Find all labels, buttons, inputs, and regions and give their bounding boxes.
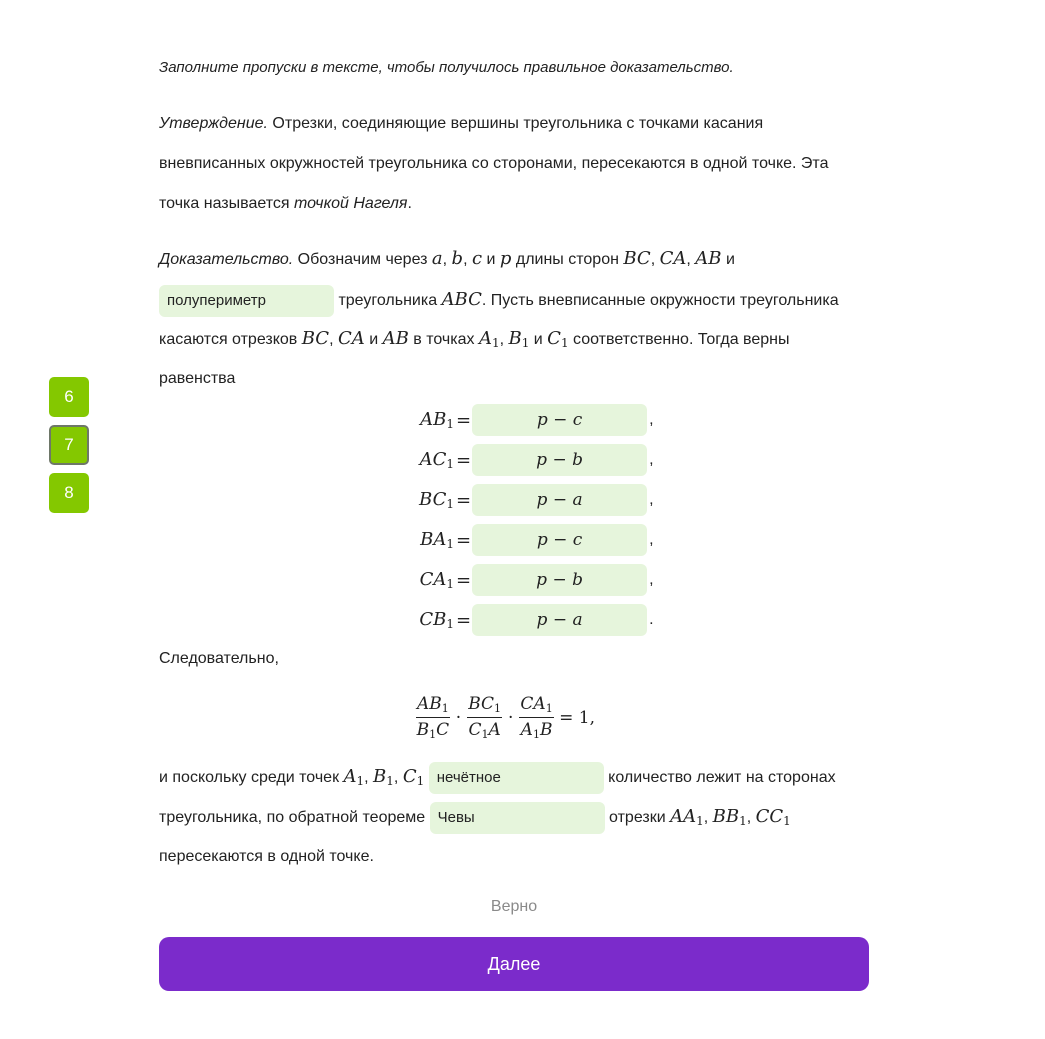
math-punct: ,	[746, 809, 756, 826]
math-punct: ,	[329, 331, 338, 348]
proof-line-2	[159, 284, 839, 317]
equation-lhs: $CA_1$	[419, 569, 454, 591]
nagel-point-term: точкой Нагеля	[293, 195, 408, 212]
semiperimeter-gap-input[interactable]: полупериметр	[159, 285, 334, 317]
fraction: $\frac{BC_1}{C_1A}$	[468, 694, 502, 741]
equation-punct: ,	[649, 571, 654, 588]
equation-gap-input[interactable]: p − b	[472, 444, 647, 476]
math-var: $C_1$	[547, 328, 569, 350]
conclusion-line-2	[159, 801, 791, 837]
proof-text: касаются отрезков	[159, 331, 302, 348]
equation-row	[396, 404, 654, 436]
nav-task-6-button[interactable]: 6	[49, 377, 89, 417]
math-var: c	[471, 248, 483, 269]
multiply-dot: ·	[455, 707, 462, 728]
equals-sign: =	[456, 609, 472, 631]
math-var: BC	[301, 328, 330, 349]
statement-label: Утверждение.	[159, 115, 268, 132]
next-button[interactable]: Далее	[159, 937, 869, 991]
proof-text: и	[482, 251, 500, 268]
equation-lhs: $BC_1$	[419, 489, 454, 511]
equation-punct: ,	[649, 451, 654, 468]
statement-text: Отрезки, соединяющие вершины треугольника с точками касания	[267, 115, 764, 132]
equation-row	[396, 604, 654, 636]
math-var: AB	[695, 248, 722, 269]
math-var: AB	[382, 328, 409, 349]
multiply-dot: ·	[508, 707, 514, 728]
math-punct: ,	[499, 331, 509, 348]
math-var: $A_1$	[343, 766, 365, 788]
statement-line-1	[159, 113, 763, 135]
equation-lhs: $BA_1$	[420, 529, 454, 551]
math-var: CA	[659, 248, 687, 269]
ceva-product-formula	[416, 694, 595, 741]
proof-text: длины сторон	[511, 251, 624, 268]
proof-line-1	[159, 248, 735, 271]
equals-sign: =	[456, 569, 472, 591]
equation-punct: .	[649, 611, 654, 628]
equation-gap-input[interactable]: p − a	[472, 604, 647, 636]
proof-text: и	[529, 331, 548, 348]
conclusion-text: треугольника, по обратной теореме	[159, 809, 430, 826]
proof-line-4: равенства	[159, 370, 236, 387]
math-punct: ,	[364, 769, 374, 786]
statement-text: .	[407, 195, 412, 212]
odd-count-gap-input[interactable]: нечётное	[429, 762, 604, 794]
math-var: ABC	[441, 289, 482, 310]
equation-gap-input[interactable]: p − a	[472, 484, 647, 516]
math-var: a	[431, 248, 443, 269]
equation-row	[396, 484, 654, 516]
math-punct: ,	[686, 251, 696, 268]
equals-sign: =	[456, 489, 472, 511]
equation-row	[396, 564, 654, 596]
conclusion-text: отрезки	[604, 809, 671, 826]
proof-text: и	[364, 331, 383, 348]
proof-line-3	[159, 328, 790, 354]
task-navigation	[49, 377, 89, 521]
equation-row	[396, 524, 654, 556]
conclusion-line-3: пересекаются в одной точке.	[159, 848, 374, 865]
ceva-gap-input[interactable]: Чевы	[430, 802, 605, 834]
statement-text: точка называется	[159, 195, 294, 212]
equation-row	[396, 444, 654, 476]
statement-line-2: вневписанных окружностей треугольника со сторонами, пересекаются в одной точке. Эта	[159, 155, 829, 172]
math-var: $CC_1$	[755, 806, 791, 828]
math-var: b	[451, 248, 464, 269]
task-instruction: Заполните пропуски в тексте, чтобы получилось правильное доказательство.	[159, 59, 734, 76]
fraction: $\frac{AB_1}{B_1C}$	[416, 694, 450, 741]
proof-text: Обозначим через	[293, 251, 432, 268]
math-var: $BB_1$	[712, 806, 747, 828]
math-punct: ,	[463, 251, 472, 268]
math-var: $C_1$	[402, 766, 425, 788]
equation-gap-input[interactable]: p − b	[472, 564, 647, 596]
fraction: $\frac{CA_1}{A_1B}$	[520, 694, 553, 741]
equation-gap-input[interactable]: p − c	[472, 524, 647, 556]
math-var: $AA_1$	[670, 806, 704, 828]
nav-task-8-button[interactable]: 8	[49, 473, 89, 513]
proof-text: в точках	[408, 331, 479, 348]
proof-label: Доказательство.	[159, 251, 294, 268]
equation-lhs: $AB_1$	[420, 409, 454, 431]
math-punct: ,	[393, 769, 403, 786]
equation-lhs: $AC_1$	[419, 449, 454, 471]
equation-lhs: $CB_1$	[419, 609, 454, 631]
conclusion-text: количество лежит на сторонах	[603, 769, 836, 786]
equation-gap-input[interactable]: p − c	[472, 404, 647, 436]
statement-line-3	[159, 193, 412, 215]
proof-text: и	[721, 251, 735, 268]
therefore-text: Следовательно,	[159, 650, 279, 667]
conclusion-line-1	[159, 761, 836, 797]
conclusion-text: и поскольку среди точек	[159, 769, 344, 786]
math-punct: ,	[442, 251, 452, 268]
equals-sign: =	[456, 449, 472, 471]
equals-sign: =	[456, 409, 472, 431]
equals-sign: =	[456, 529, 472, 551]
math-var: $B_1$	[508, 328, 530, 350]
equation-punct: ,	[649, 491, 654, 508]
proof-text: соответственно. Тогда верны	[568, 331, 790, 348]
equation-punct: ,	[649, 411, 654, 428]
math-punct: ,	[703, 809, 713, 826]
math-var: p	[499, 248, 512, 269]
proof-text: треугольника	[334, 292, 442, 309]
math-punct: ,	[650, 251, 660, 268]
proof-text: . Пусть вневписанные окружности треугольника	[481, 292, 839, 309]
math-var: BC	[623, 248, 651, 269]
equation-punct: ,	[649, 531, 654, 548]
math-var: $A_1$	[478, 328, 500, 350]
formula-result: = 1,	[553, 707, 595, 728]
answer-status: Верно	[490, 898, 538, 915]
nav-task-7-button[interactable]: 7	[49, 425, 89, 465]
math-var: CA	[337, 328, 365, 349]
math-var: $B_1$	[373, 766, 394, 788]
